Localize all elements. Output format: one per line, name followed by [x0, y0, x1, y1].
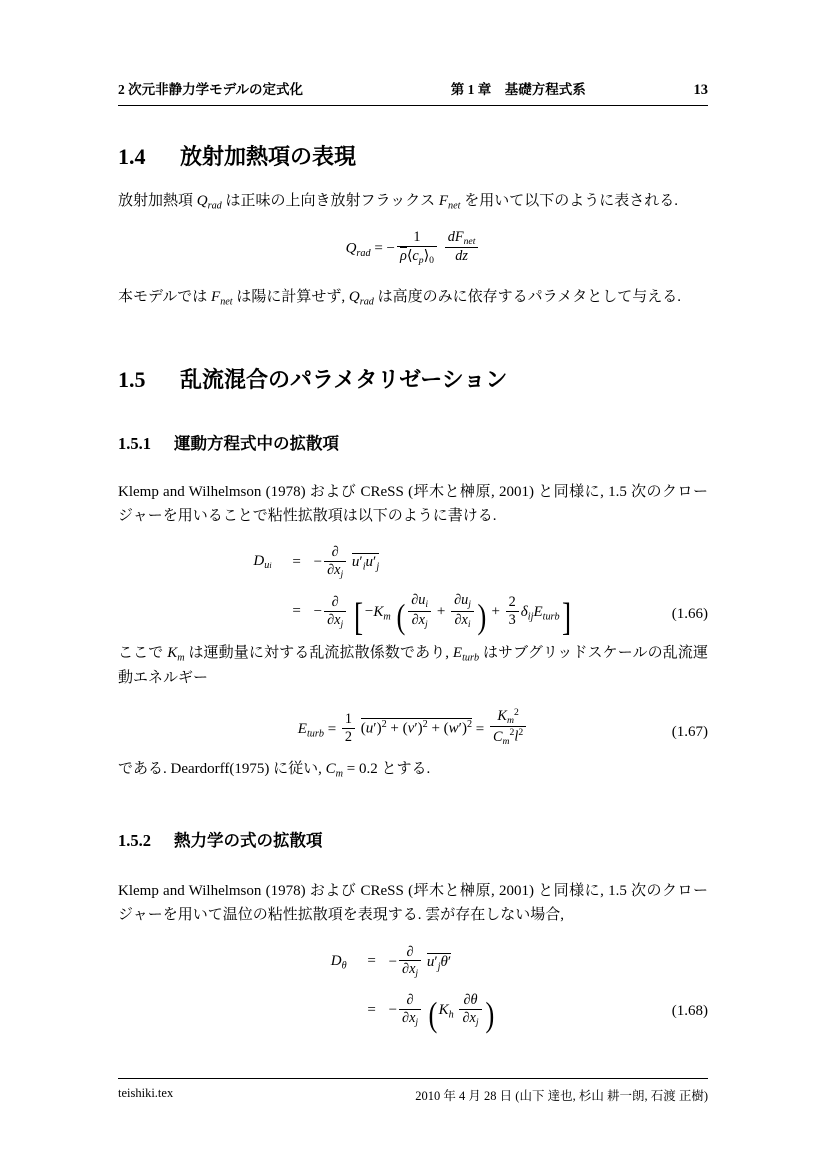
text-run: は運動量に対する乱流拡散係数であり,: [184, 644, 453, 661]
subsection-heading-1-5-1: [118, 430, 708, 454]
math-inline-eturb: $E_{turb}$: [452, 644, 480, 663]
section-title-1-5: 乱流混合のパラメタリゼーション: [180, 366, 508, 392]
section-heading-1-4: [118, 140, 708, 171]
page-number: 13: [693, 82, 708, 98]
subsection-title-1-5-1: 運動方程式中の拡散項: [174, 433, 339, 453]
math-relation: =: [292, 553, 301, 570]
equation-qrad: [118, 229, 708, 267]
text-run: は高度のみに依存するパラメタとして与える.: [373, 288, 681, 305]
paragraph-km-eturb: [118, 641, 708, 691]
text-run: である. Deardorff(1975) に従い,: [118, 761, 326, 778]
math-inline-qrad-2: $Q_{rad}$: [348, 288, 374, 308]
text-run: 本モデルでは: [118, 288, 212, 305]
math-inline-fnet-2: $F_{net}$: [211, 288, 233, 308]
equation-block-1-67: [118, 707, 708, 748]
math-inline-km: $K_m$: [167, 644, 185, 663]
paragraph-deardorff: [118, 757, 708, 783]
math-lhs-empty: [251, 586, 281, 636]
cm-value: 0.2: [358, 761, 378, 778]
footer-date-authors: 2010 年 4 月 28 日 (山下 達也, 杉山 耕一朗, 石渡 正樹): [415, 1089, 708, 1103]
text-run: は正味の上向き放射フラックス: [221, 193, 439, 209]
footer-filename: teishiki.tex: [118, 1086, 174, 1100]
math-eturb: [118, 707, 708, 748]
subsection-number-1-5-2: 1.5.2: [118, 831, 151, 851]
math-relation-3: =: [367, 953, 376, 970]
math-inline-cm: $C_m = 0.2$: [325, 761, 378, 780]
text-run: は陽に計算せず,: [232, 288, 349, 305]
subsection-title-1-5-2: 熱力学の式の拡散項: [174, 831, 323, 851]
page-footer: [118, 1078, 708, 1104]
math-rhs-line1-theta: − $\frac{\partial}{\partial x_j}$ $u'_j\theta'$: [388, 943, 452, 980]
math-lhs-empty-2: [329, 986, 357, 1034]
running-head-left: 2 次元非静力学モデルの定式化: [118, 82, 303, 97]
running-head: [118, 78, 708, 106]
math-relation-2: =: [292, 603, 301, 619]
math-rhs-line2-theta: − $\frac{\partial}{\partial x_j}$ ($K_h$ $\frac{\partial\theta}{\partial x_j}$ ): [388, 991, 494, 1034]
subsection-number-1-5-1: 1.5.1: [118, 433, 151, 453]
equation-block-1-68: [118, 938, 708, 1035]
equation-number-1-68: (1.68): [671, 1003, 708, 1020]
paragraph-radiation-note: [118, 285, 708, 311]
math-rhs-line1: − $\frac{\partial}{\partial x_j}$ $u'_iu'_j$: [313, 544, 380, 581]
section-number-1-5: 1.5: [118, 366, 146, 392]
paragraph-klemp-thermo: Klemp and Wilhelmson (1978) および CReSS (坪木と榊原, 2001) と同様に, 1.5 次のクロージャーを用いて温位の粘性拡散項を表現する. 雲が存在しない場合,: [118, 883, 708, 924]
page-content: [118, 78, 708, 1038]
section-heading-1-5: [118, 363, 708, 394]
math-aligned-Dui: [251, 538, 574, 640]
subsection-heading-1-5-2: [118, 827, 708, 851]
text-run: はサブグリッドスケールの乱流運動エネルギー: [118, 644, 708, 687]
math-lhs-Dui: $D_{ui}$: [253, 553, 272, 572]
section-number-1-4: 1.4: [118, 144, 146, 169]
text-run: を用いて以下のように表される.: [460, 193, 678, 209]
paragraph-radiation-intro: [118, 189, 708, 215]
math-relation-4: =: [367, 1001, 376, 1018]
equation-number-1-67: (1.67): [671, 724, 708, 741]
running-head-center: 第 1 章 基礎方程式系: [450, 82, 586, 97]
math-rhs-line2: − $\frac{\partial}{\partial x_j}$ [ $-K_m$ ( $\frac{\partial u_i}{\partial x_j}$ + $\frac{\partial u_j}{\partial x_i}$ ) + $\frac{2}{3}$ $\delta_{ij}E_{turb}$]: [313, 592, 571, 640]
math-eturb-body: $E_{turb}$ = $\frac{1}{2}$ $(u')^2 + (v')^2 + (w')^2$ = $\frac{K_m^2}{C_m^2l^2}$: [298, 707, 528, 748]
math-aligned-Dtheta: [329, 938, 498, 1035]
text-run: 放射加熱項: [118, 193, 197, 209]
math-qrad-body: $Q_{rad}$ = − $\frac{1}{\rho⟨c_p⟩_0}$ $\frac{dF_{net}}{dz}$: [346, 229, 481, 267]
equation-number-1-66: (1.66): [671, 605, 708, 622]
equation-block-1-66: [118, 538, 708, 640]
text-run: とする.: [377, 761, 431, 778]
math-inline-fnet: $F_{net}$: [438, 193, 461, 212]
paragraph-klemp-momentum: Klemp and Wilhelmson (1978) および CReSS (坪木と榊原, 2001) と同様に, 1.5 次のクロージャーを用いることで粘性拡散項は以下のように書ける.: [118, 483, 708, 524]
math-lhs-Dtheta: $D_\theta$: [330, 952, 347, 971]
section-title-1-4: 放射加熱項の表現: [180, 144, 357, 169]
text-run: ここで: [118, 644, 168, 661]
math-inline-qrad: $Q_{rad}$: [196, 193, 222, 212]
